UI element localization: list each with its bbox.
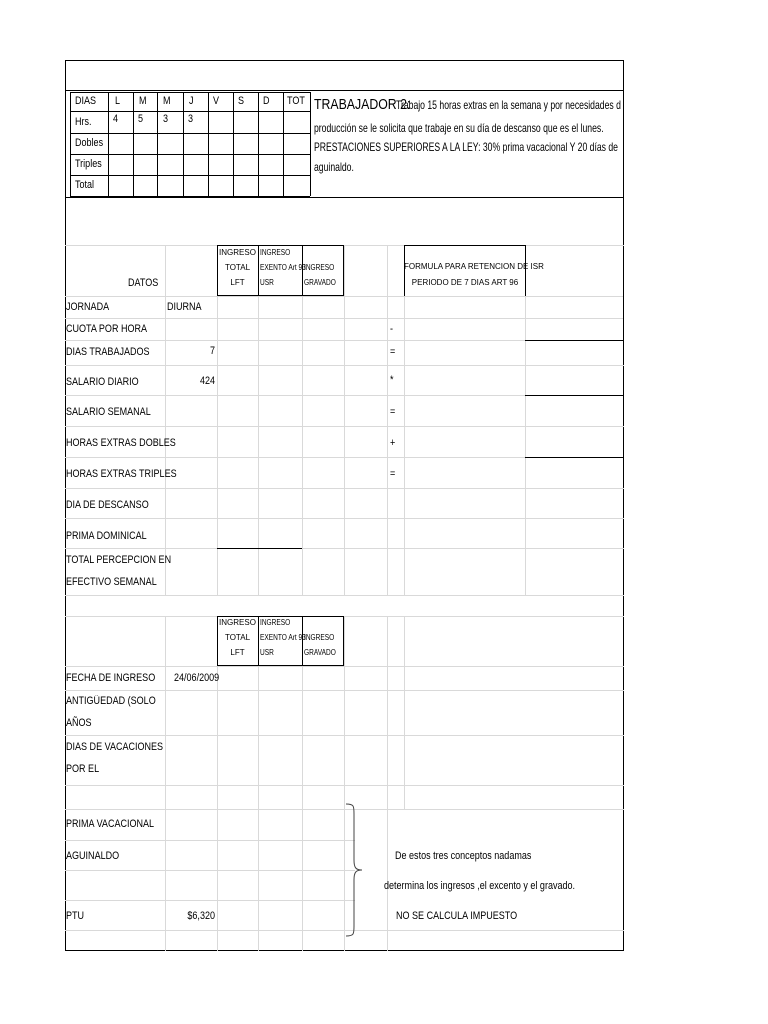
prima-vacacional-label: PRIMA VACACIONAL (66, 818, 155, 830)
row-op: + (390, 437, 396, 449)
ingreso-exento-header: USR (260, 278, 274, 287)
ptu-label: PTU (66, 910, 85, 922)
days-row-label: Dobles (75, 137, 104, 149)
days-header-d: D (263, 95, 270, 107)
row-op: = (390, 406, 396, 418)
row-label-prima-dominical: PRIMA DOMINICAL (66, 530, 147, 542)
ingreso-total-header: LFT (230, 648, 245, 657)
row-label-dias: DIAS TRABAJADOS (66, 346, 150, 358)
header-divider (65, 90, 624, 91)
worker-title: TRABAJADOR 2: (314, 96, 411, 113)
datos-label: DATOS (128, 277, 159, 289)
ingreso-exento-header: EXENTO Art 93 (260, 263, 306, 272)
row-op: * (390, 374, 394, 386)
days-header-m: M (139, 95, 147, 107)
antiguedad-label: AÑOS (66, 717, 92, 729)
days-row-label: Total (75, 179, 95, 191)
ingreso-exento-header: EXENTO Art 93 (260, 633, 306, 642)
worker-line1: Trabajo 15 horas extras en la semana y por necesidades d (396, 98, 621, 112)
worker-line3: PRESTACIONES SUPERIORES A LA LEY: 30% prima vacacional Y 20 días de (314, 140, 618, 154)
ingreso-exento-header: INGRESO (260, 248, 291, 257)
days-cell: 5 (138, 113, 144, 125)
brace-icon (340, 802, 370, 938)
header-divider (65, 197, 624, 198)
days-row-label: Hrs. (75, 116, 92, 128)
fecha-ingreso-value: 24/06/2009 (174, 672, 220, 684)
days-row-label: Triples (75, 158, 102, 170)
row-value-jornada: DIURNA (167, 301, 202, 313)
vacaciones-label: POR EL (66, 763, 100, 775)
note-line3: NO SE CALCULA IMPUESTO (396, 910, 518, 922)
days-header-dias: DIAS (75, 95, 97, 107)
formula-title: FORMULA PARA RETENCION DE ISR (404, 262, 544, 271)
ingreso-gravado-header: GRAVADO (304, 278, 336, 287)
ingreso-exento-header: USR (260, 648, 274, 657)
days-cell: 3 (163, 113, 169, 125)
ingreso-gravado-header: GRAVADO (304, 648, 336, 657)
note-line1: De estos tres conceptos nadamas (395, 850, 532, 862)
total-percepcion-label: EFECTIVO SEMANAL (66, 576, 157, 588)
formula-title: PERIODO DE 7 DIAS ART 96 (411, 278, 519, 287)
days-header-j: J (189, 95, 194, 107)
ingreso-gravado-header: INGRESO (304, 263, 335, 272)
row-op: - (390, 323, 394, 335)
ingreso-total-header: INGRESO (219, 618, 256, 627)
days-header-tot: TOT (287, 95, 305, 107)
days-cell: 3 (188, 113, 194, 125)
row-value-salario-diario: 424 (199, 375, 215, 387)
row-value-dias: 7 (209, 345, 215, 357)
row-label-salario-diario: SALARIO DIARIO (66, 376, 139, 388)
fecha-ingreso-label: FECHA DE INGRESO (66, 672, 156, 684)
ingreso-total-header: LFT (230, 278, 245, 287)
row-label-dia-descanso: DIA DE DESCANSO (66, 499, 149, 511)
days-header-v: V (213, 95, 220, 107)
aguinaldo-label: AGUINALDO (66, 850, 120, 862)
days-table (70, 92, 310, 197)
ingreso-total-header: TOTAL (224, 263, 251, 272)
total-percepcion-label: TOTAL PERCEPCION EN (66, 554, 172, 566)
row-label-cuota: CUOTA POR HORA (66, 323, 148, 335)
row-label-jornada: JORNADA (66, 301, 110, 313)
ptu-value: $6,320 (187, 910, 215, 922)
worker-line4: aguinaldo. (314, 160, 354, 174)
vacaciones-label: DIAS DE VACACIONES (66, 741, 164, 753)
row-op: = (390, 468, 396, 480)
row-op: = (390, 346, 396, 358)
days-header-s: S (238, 95, 245, 107)
ingreso-exento-header: INGRESO (260, 618, 291, 627)
ingreso-total-header: TOTAL (224, 633, 251, 642)
worker-line2: producción se le solicita que trabaje en su día de descanso que es el lunes. (314, 121, 604, 135)
days-header-m2: M (163, 95, 171, 107)
ingreso-total-header: INGRESO (219, 248, 256, 257)
row-label-salario-semanal: SALARIO SEMANAL (66, 406, 151, 418)
ingreso-gravado-header: INGRESO (304, 633, 335, 642)
days-header-l: L (115, 95, 121, 107)
antiguedad-label: ANTIGÜEDAD (SOLO (66, 695, 156, 707)
row-label-extras-dobles: HORAS EXTRAS DOBLES (66, 437, 176, 449)
row-label-extras-triples: HORAS EXTRAS TRIPLES (66, 468, 177, 480)
note-line2: determina los ingresos ,el excento y el gravado. (384, 880, 576, 892)
days-cell: 4 (113, 113, 119, 125)
